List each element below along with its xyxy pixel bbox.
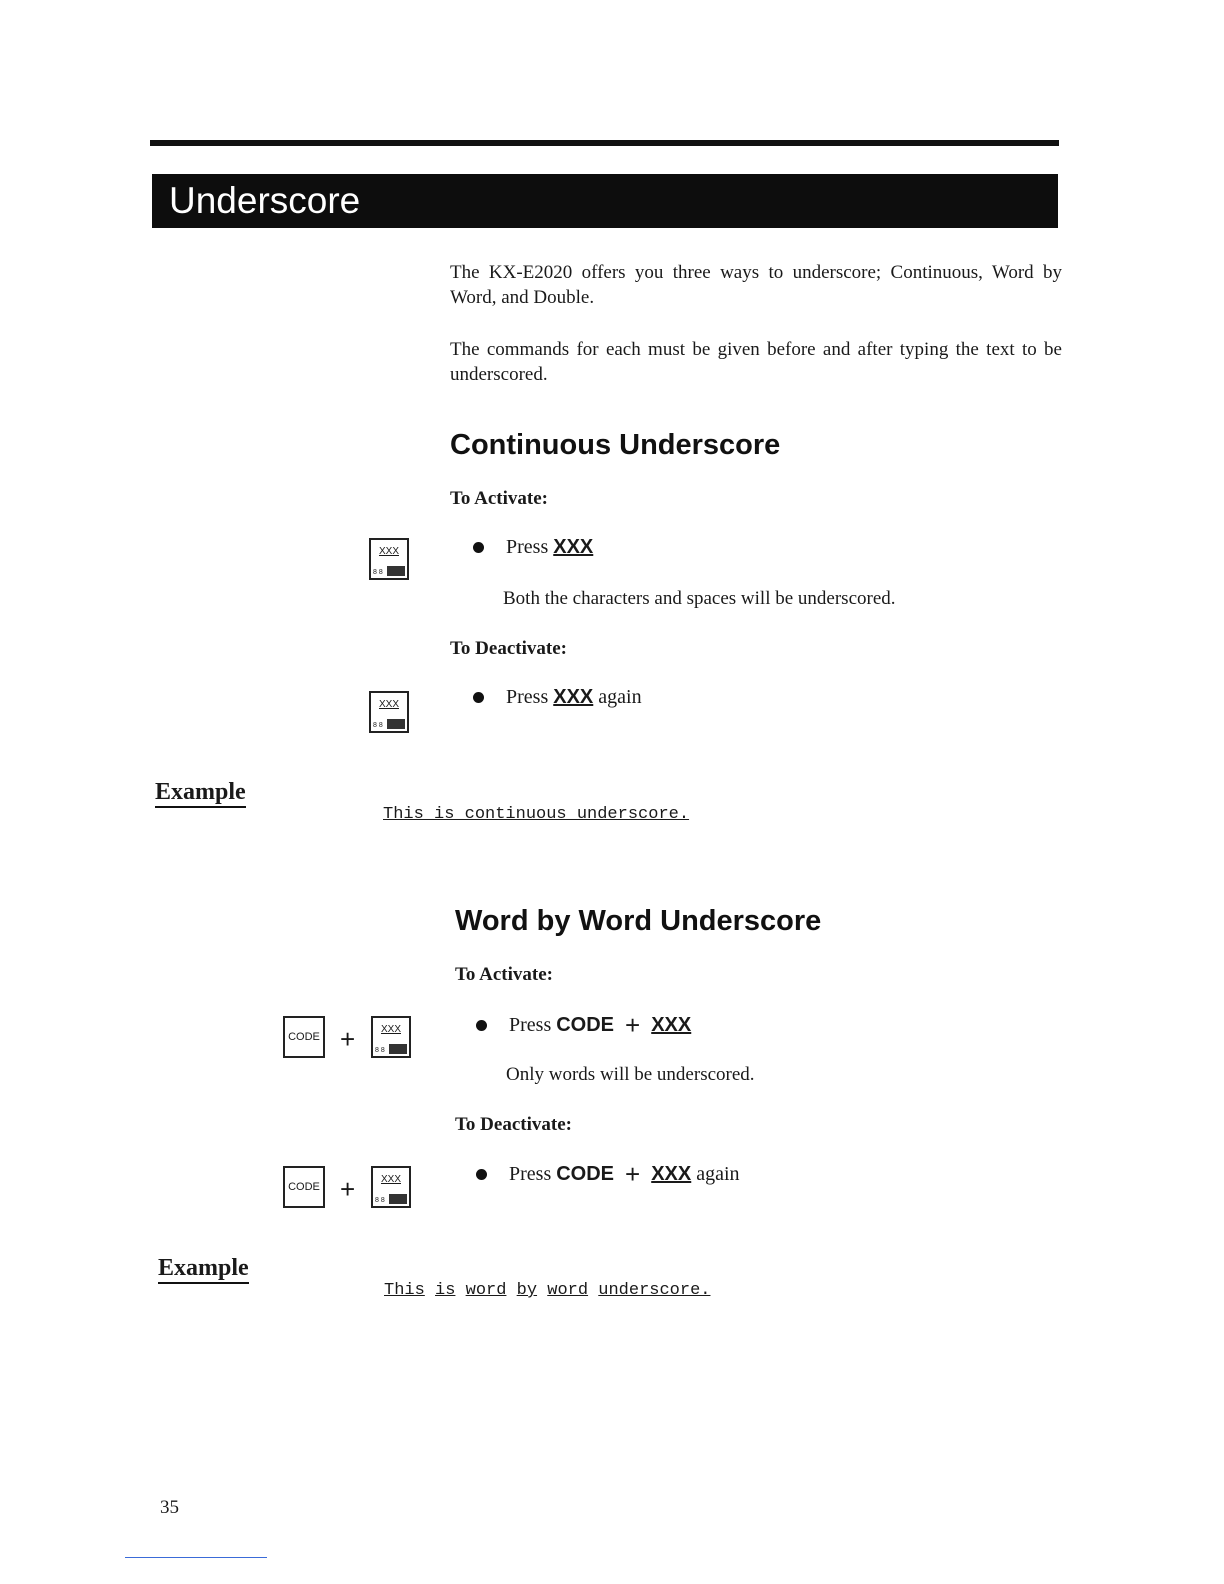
continuous-deactivate-label: To Deactivate: xyxy=(450,638,567,659)
word-deactivate-step: Press CODE + XXX again xyxy=(476,1161,740,1187)
continuous-heading: Continuous Underscore xyxy=(450,429,781,461)
example-word: by xyxy=(516,1281,538,1300)
intro-paragraph-2: The commands for each must be given before and after typing the text to be underscored. xyxy=(450,339,1062,385)
bullet-icon xyxy=(476,1169,487,1180)
key-name: XXX xyxy=(651,1013,692,1036)
key-label: XXX xyxy=(378,699,399,710)
example-word: This xyxy=(384,1281,425,1300)
plus-icon: + xyxy=(340,1174,356,1204)
example-label: Example xyxy=(155,778,246,808)
example-word: is xyxy=(435,1281,456,1300)
key-name: XXX xyxy=(553,686,594,708)
word-activate-note: Only words will be underscored. xyxy=(506,1064,755,1085)
code-key-icon: CODE xyxy=(283,1016,325,1058)
continuous-activate-step: Press XXX xyxy=(473,536,593,559)
continuous-deactivate-step: Press XXX again xyxy=(473,686,642,709)
key-label: XXX xyxy=(378,546,399,557)
example-word: word xyxy=(547,1281,589,1300)
word-activate-step: Press CODE + XXX xyxy=(476,1012,691,1038)
bullet-icon xyxy=(473,692,484,703)
example-label: Example xyxy=(158,1254,249,1284)
footer-rule xyxy=(125,1557,267,1558)
plus-icon: + xyxy=(340,1024,356,1054)
page-number: 35 xyxy=(160,1497,179,1518)
top-rule xyxy=(150,140,1059,146)
bullet-icon xyxy=(473,542,484,553)
code-word: CODE xyxy=(556,1013,615,1036)
key-name: XXX xyxy=(651,1162,692,1185)
key-name: XXX xyxy=(553,536,594,558)
example-word: underscore. xyxy=(598,1281,711,1300)
continuous-activate-label: To Activate: xyxy=(450,488,548,509)
word-activate-label: To Activate: xyxy=(455,964,553,985)
code-word: CODE xyxy=(556,1162,615,1185)
underscore-key-icon: XXX 8 8 xyxy=(369,691,409,733)
underscore-key-icon: XXX 8 8 xyxy=(371,1166,411,1208)
continuous-example-text: This is continuous underscore. xyxy=(383,805,690,824)
code-key-icon: CODE xyxy=(283,1166,325,1208)
underscore-key-icon: XXX 8 8 xyxy=(371,1016,411,1058)
key-label: XXX xyxy=(380,1024,401,1035)
continuous-activate-note: Both the characters and spaces will be underscored. xyxy=(503,588,896,609)
plus-sign: + xyxy=(625,1010,641,1040)
example-word: word xyxy=(465,1281,507,1300)
intro-paragraph-1: The KX-E2020 offers you three ways to underscore; Continuous, Word by Word, and Double. xyxy=(450,262,1062,308)
word-heading: Word by Word Underscore xyxy=(455,905,822,937)
word-example-text xyxy=(384,1281,710,1300)
page-title: Underscore xyxy=(152,174,1058,228)
bullet-icon xyxy=(476,1020,487,1031)
plus-sign: + xyxy=(625,1159,641,1189)
underscore-key-icon: XXX 8 8 xyxy=(369,538,409,580)
word-deactivate-label: To Deactivate: xyxy=(455,1114,572,1135)
key-label: XXX xyxy=(380,1174,401,1185)
